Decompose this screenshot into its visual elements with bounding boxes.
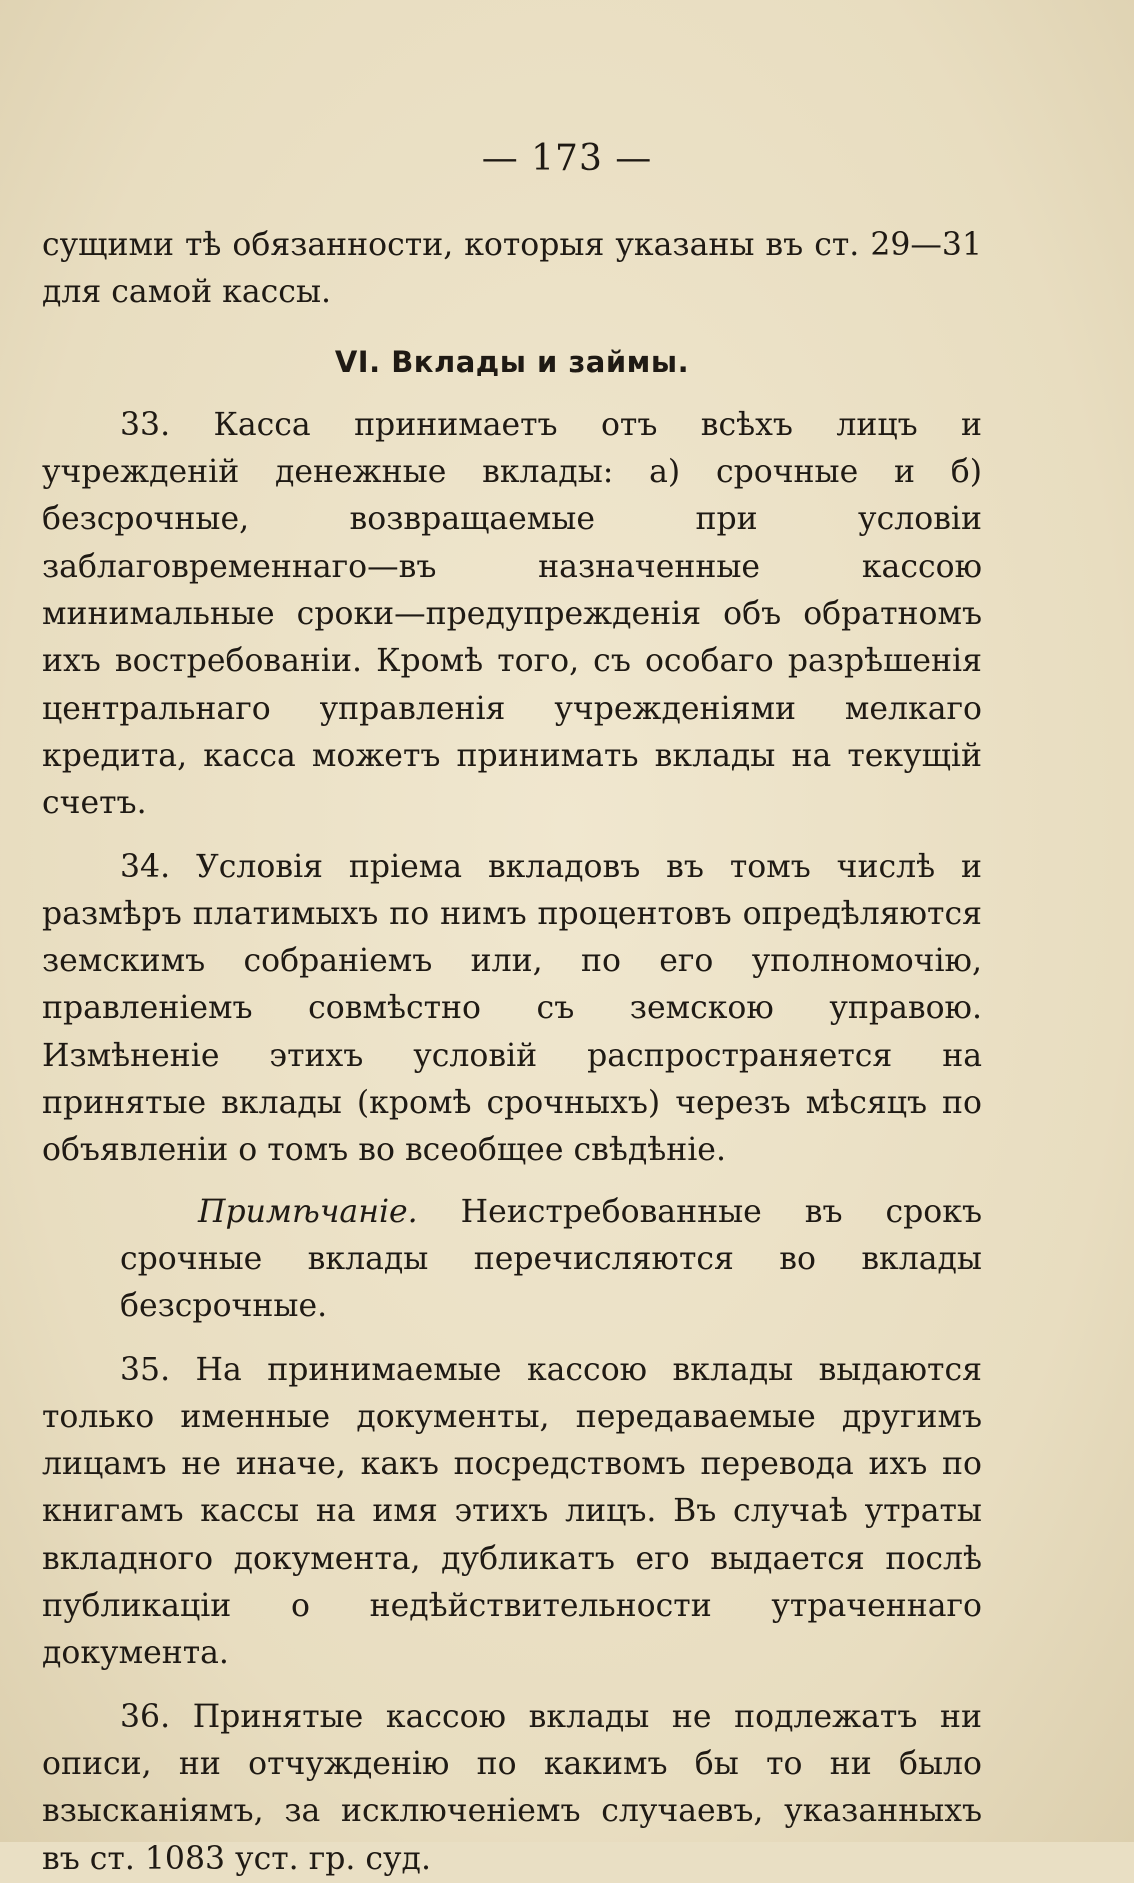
article-36: 36. Принятые кассою вклады не подлежатъ ни описи, ни отчужденію по какимъ бы то ни было взысканіямъ, за исключеніемъ случаевъ, указанныхъ въ ст. 1083 уст. гр. суд. [42,1698,982,1877]
article-35: 35. На принимаемые кассою вклады выдаются только именные документы, передаваемые другимъ лицамъ не иначе, какъ посредствомъ перевода ихъ по книгамъ кассы на имя этихъ лицъ. Въ случаѣ утраты вкладного документа, дубликатъ его выдается послѣ публикаціи о недѣйствительности утраченнаго документа. [42,1351,982,1672]
article-33: 33. Касса принимаетъ отъ всѣхъ лицъ и учрежденій денежные вклады: а) срочные и б) безсрочные, возвращаемые при условіи заблаговременнаго—въ назначенные кассою минимальные сроки—предупрежденія объ обратномъ ихъ востребованіи. Кромѣ того, съ особаго разрѣшенія центральнаго управленія учрежденіями мелкаго кредита, касса можетъ принимать вклады на текущій счетъ. [42,406,982,822]
note-paragraph [42,1189,982,1331]
note-text: Неистребованные въ срокъ срочные вклады перечисляются во вклады безсрочные. [120,1193,982,1325]
note-label: Примѣчаніе. [198,1193,418,1230]
intro-paragraph: сущими тѣ обязанности, которыя указаны въ ст. 29—31 для самой кассы. [42,227,982,311]
page-number: — 173 — [481,138,653,179]
page-body [42,222,982,1883]
section-heading: VI. Вклады и займы. [334,344,690,379]
article-34: 34. Условія пріема вкладовъ въ томъ числѣ и размѣръ платимыхъ по нимъ процентовъ опредѣляются земскимъ собраніемъ или, по его уполномочію, правленіемъ совмѣстно съ земскою управою. Измѣненіе этихъ условій распространяется на принятые вклады (кромѣ срочныхъ) черезъ мѣсяцъ по объявленіи о томъ во всеобщее свѣдѣніе. [42,848,982,1169]
